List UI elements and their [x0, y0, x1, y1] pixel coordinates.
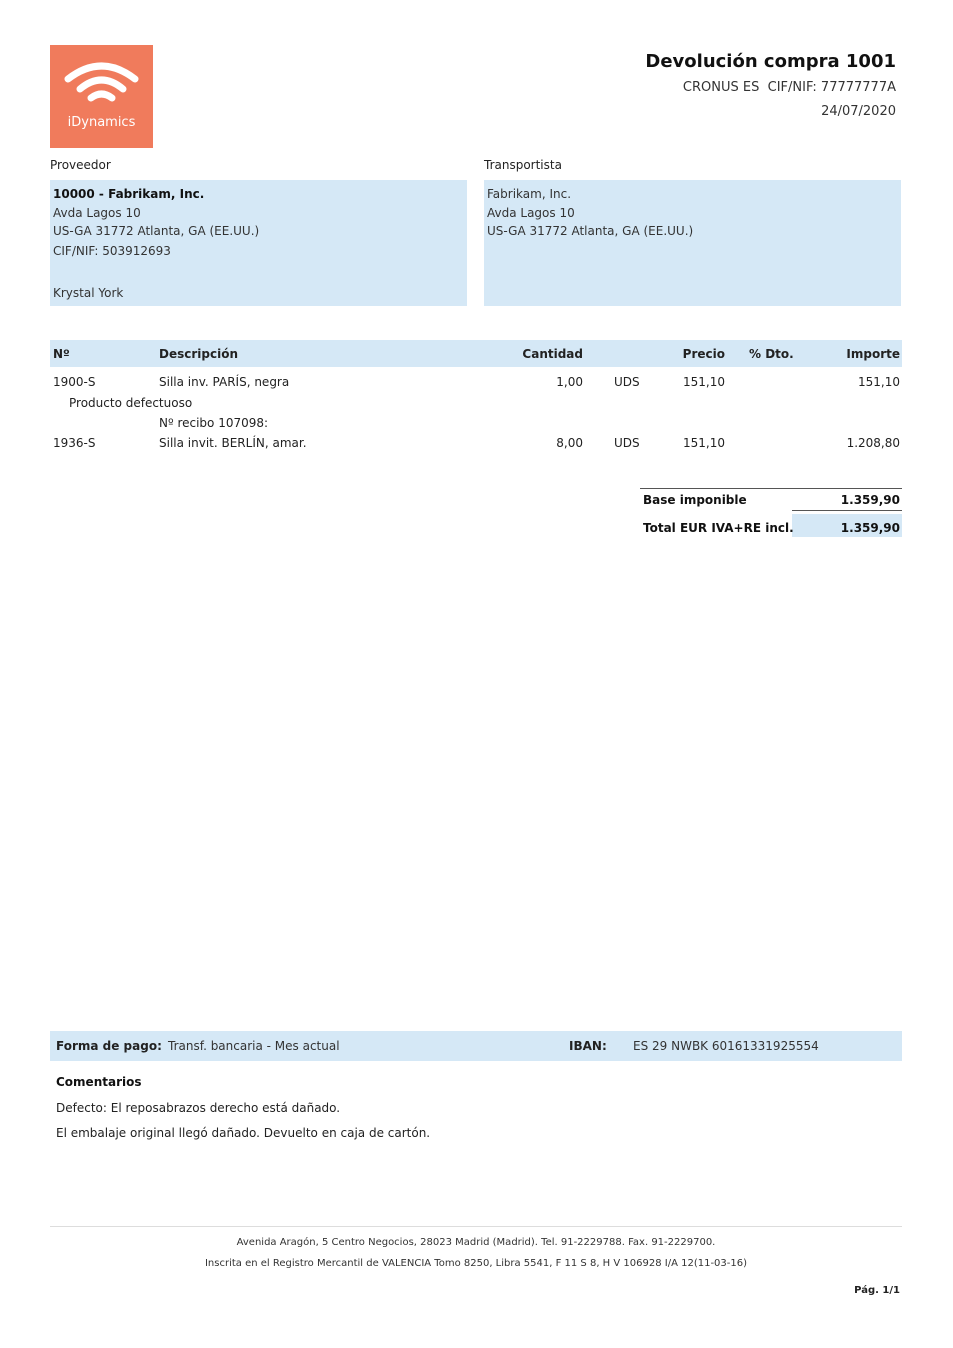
- footer-address: Avenida Aragón, 5 Centro Negocios, 28023 Madrid (Madrid). Tel. 91-2229788. Fax. 91-2229700.: [236, 1237, 716, 1248]
- lines-table-header: [50, 340, 902, 367]
- footer-registry: Inscrita en el Registro Mercantil de VALENCIA Tomo 8250, Libra 5541, F 11 S 8, H V 106928 I/A 12(11-03-16): [204, 1258, 748, 1269]
- iban-value: ES 29 NWBK 60161331925554: [633, 1039, 819, 1053]
- payment-method-value: Transf. bancaria - Mes actual: [168, 1039, 340, 1053]
- comment-line: Defecto: El reposabrazos derecho está dañado.: [56, 1101, 341, 1115]
- line-unit: UDS: [614, 375, 640, 389]
- line-quantity: 1,00: [556, 375, 583, 389]
- company-logo: [50, 45, 153, 148]
- wifi-signal-icon: [62, 59, 141, 109]
- page-number: Pág. 1/1: [854, 1285, 900, 1296]
- comment-line: El embalaje original llegó dañado. Devuelto en caja de cartón.: [56, 1126, 431, 1140]
- line-price: 151,10: [683, 436, 725, 450]
- table-row: [50, 436, 902, 454]
- line-quantity: 8,00: [556, 436, 583, 450]
- col-no: Nº: [53, 347, 70, 361]
- base-value: 1.359,90: [840, 493, 900, 507]
- vendor-name: 10000 - Fabrikam, Inc.: [53, 187, 205, 201]
- comments-title: Comentarios: [56, 1075, 142, 1089]
- line-note: Producto defectuoso: [69, 396, 193, 410]
- shipper-address-box: [484, 180, 901, 306]
- vendor-address: Avda Lagos 10: [53, 206, 141, 220]
- line-amount: 151,10: [858, 375, 900, 389]
- vendor-label: Proveedor: [50, 158, 111, 172]
- vendor-vat: CIF/NIF: 503912693: [53, 244, 171, 258]
- col-description: Descripción: [159, 347, 238, 361]
- vendor-contact: Krystal York: [53, 286, 124, 300]
- col-price: Precio: [682, 347, 725, 361]
- shipper-label: Transportista: [484, 158, 562, 172]
- line-receipt: Nº recibo 107098:: [159, 416, 269, 430]
- shipper-name: Fabrikam, Inc.: [487, 187, 572, 201]
- table-row: [50, 375, 902, 393]
- line-amount: 1.208,80: [846, 436, 900, 450]
- vendor-address-box: [50, 180, 467, 306]
- line-price: 151,10: [683, 375, 725, 389]
- line-description: Silla invit. BERLÍN, amar.: [159, 436, 307, 450]
- col-quantity: Cantidad: [522, 347, 583, 361]
- footer-divider: [50, 1226, 902, 1227]
- total-value: 1.359,90: [840, 521, 900, 535]
- table-note-row: [50, 396, 902, 414]
- line-no: 1900-S: [53, 375, 96, 389]
- col-amount: Importe: [846, 347, 900, 361]
- logo-text: iDynamics: [67, 115, 136, 130]
- iban-label: IBAN:: [569, 1039, 607, 1053]
- totals-divider: [640, 488, 902, 489]
- line-unit: UDS: [614, 436, 640, 450]
- base-divider: [792, 510, 902, 511]
- total-label: Total EUR IVA+RE incl.: [643, 521, 794, 535]
- col-discount: % Dto.: [749, 347, 794, 361]
- base-label: Base imponible: [643, 493, 747, 507]
- vendor-city: US-GA 31772 Atlanta, GA (EE.UU.): [53, 224, 260, 238]
- payment-method-label: Forma de pago:: [56, 1039, 162, 1053]
- shipper-city: US-GA 31772 Atlanta, GA (EE.UU.): [487, 224, 694, 238]
- table-receipt-row: [50, 416, 902, 434]
- line-no: 1936-S: [53, 436, 96, 450]
- company-vat-line: CRONUS ES CIF/NIF: 77777777A: [682, 80, 896, 95]
- document-title: Devolución compra 1001: [645, 51, 896, 72]
- line-description: Silla inv. PARÍS, negra: [159, 375, 290, 389]
- document-date: 24/07/2020: [821, 104, 896, 119]
- payment-bar: [50, 1031, 902, 1061]
- shipper-address: Avda Lagos 10: [487, 206, 575, 220]
